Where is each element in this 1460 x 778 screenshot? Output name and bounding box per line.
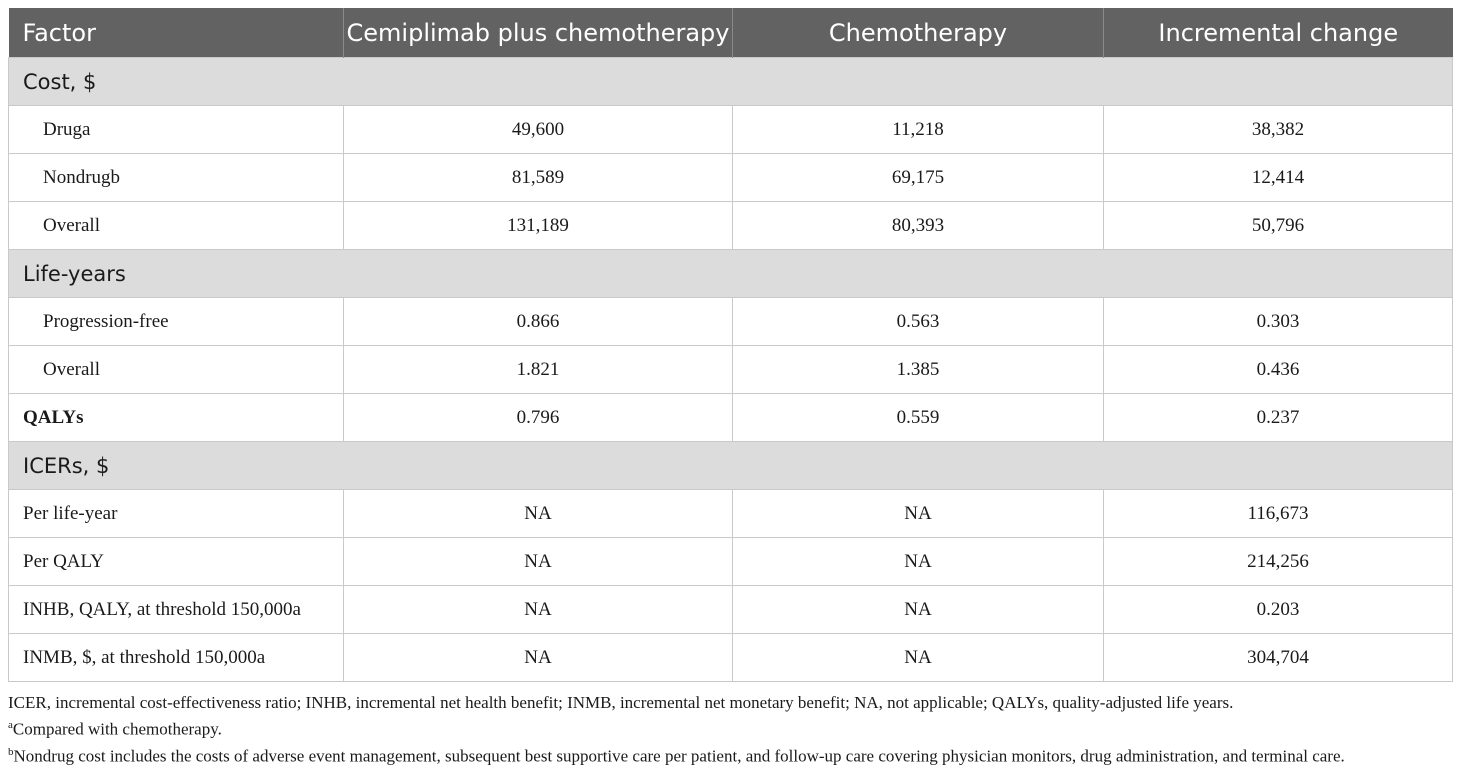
cell: 80,393 xyxy=(733,202,1104,250)
cell: 214,256 xyxy=(1104,538,1453,586)
table-row xyxy=(9,154,1453,202)
header-incremental: Incremental change xyxy=(1104,8,1453,58)
cell: NA xyxy=(733,634,1104,682)
cell: 304,704 xyxy=(1104,634,1453,682)
table-row xyxy=(9,298,1453,346)
cell: 0.237 xyxy=(1104,394,1453,442)
row-label: Overall xyxy=(9,202,344,250)
header-chemotherapy: Chemotherapy xyxy=(733,8,1104,58)
cell: NA xyxy=(344,538,733,586)
table-row xyxy=(9,538,1453,586)
cell: NA xyxy=(733,586,1104,634)
footnote-a xyxy=(8,714,1452,741)
cell: 12,414 xyxy=(1104,154,1453,202)
results-table xyxy=(8,8,1453,682)
header-factor: Factor xyxy=(9,8,344,58)
table-row xyxy=(9,490,1453,538)
footnote-b-mark: b xyxy=(8,745,14,758)
cell: 1.385 xyxy=(733,346,1104,394)
cell: NA xyxy=(733,490,1104,538)
cell: 131,189 xyxy=(344,202,733,250)
cell: 0.559 xyxy=(733,394,1104,442)
cell: 0.563 xyxy=(733,298,1104,346)
table-row xyxy=(9,634,1453,682)
footnote-a-mark: a xyxy=(8,719,13,731)
section-row-cost xyxy=(9,58,1453,106)
table-row xyxy=(9,106,1453,154)
cell: 0.303 xyxy=(1104,298,1453,346)
cell: NA xyxy=(344,586,733,634)
footnote-b-text: Nondrug cost includes the costs of adverse event management, subsequent best supportive care per patient, and follow-up care covering physician monitors, drug administration, and terminal care. xyxy=(13,746,1345,766)
row-label: Progression-free xyxy=(9,298,344,346)
row-label: INHB, QALY, at threshold 150,000a xyxy=(9,586,344,634)
table-row xyxy=(9,394,1453,442)
section-row-icers xyxy=(9,442,1453,490)
cell: 81,589 xyxy=(344,154,733,202)
cell: 50,796 xyxy=(1104,202,1453,250)
row-label: Druga xyxy=(9,106,344,154)
table-container xyxy=(8,8,1452,767)
header-row xyxy=(9,8,1453,58)
cell: 11,218 xyxy=(733,106,1104,154)
section-title: Life-years xyxy=(9,250,1453,298)
cell: NA xyxy=(344,490,733,538)
cell: 1.821 xyxy=(344,346,733,394)
footnote-a-text: Compared with chemotherapy. xyxy=(12,719,222,739)
section-title: Cost, $ xyxy=(9,58,1453,106)
cell: 38,382 xyxy=(1104,106,1453,154)
row-label: QALYs xyxy=(9,394,344,442)
table-row xyxy=(9,202,1453,250)
header-cemiplimab: Cemiplimab plus chemotherapy xyxy=(344,8,733,58)
cell: 0.203 xyxy=(1104,586,1453,634)
cell: 0.796 xyxy=(344,394,733,442)
table-row xyxy=(9,346,1453,394)
row-label: Nondrugb xyxy=(9,154,344,202)
cell: 49,600 xyxy=(344,106,733,154)
section-title: ICERs, $ xyxy=(9,442,1453,490)
cell: NA xyxy=(733,538,1104,586)
footnotes xyxy=(8,692,1452,767)
row-label: Per QALY xyxy=(9,538,344,586)
row-label: Per life-year xyxy=(9,490,344,538)
cell: 116,673 xyxy=(1104,490,1453,538)
cell: NA xyxy=(344,634,733,682)
cell: 0.866 xyxy=(344,298,733,346)
table-row xyxy=(9,586,1453,634)
cell: 0.436 xyxy=(1104,346,1453,394)
footnote-abbreviations: ICER, incremental cost-effectiveness ratio; INHB, incremental net health benefit; INMB, incremental net monetary benefit; NA, not applicable; QALYs, quality-adjusted life years. xyxy=(8,693,1234,712)
row-label: Overall xyxy=(9,346,344,394)
cell: 69,175 xyxy=(733,154,1104,202)
footnote-b xyxy=(8,741,1452,768)
row-label: INMB, $, at threshold 150,000a xyxy=(9,634,344,682)
section-row-life-years xyxy=(9,250,1453,298)
